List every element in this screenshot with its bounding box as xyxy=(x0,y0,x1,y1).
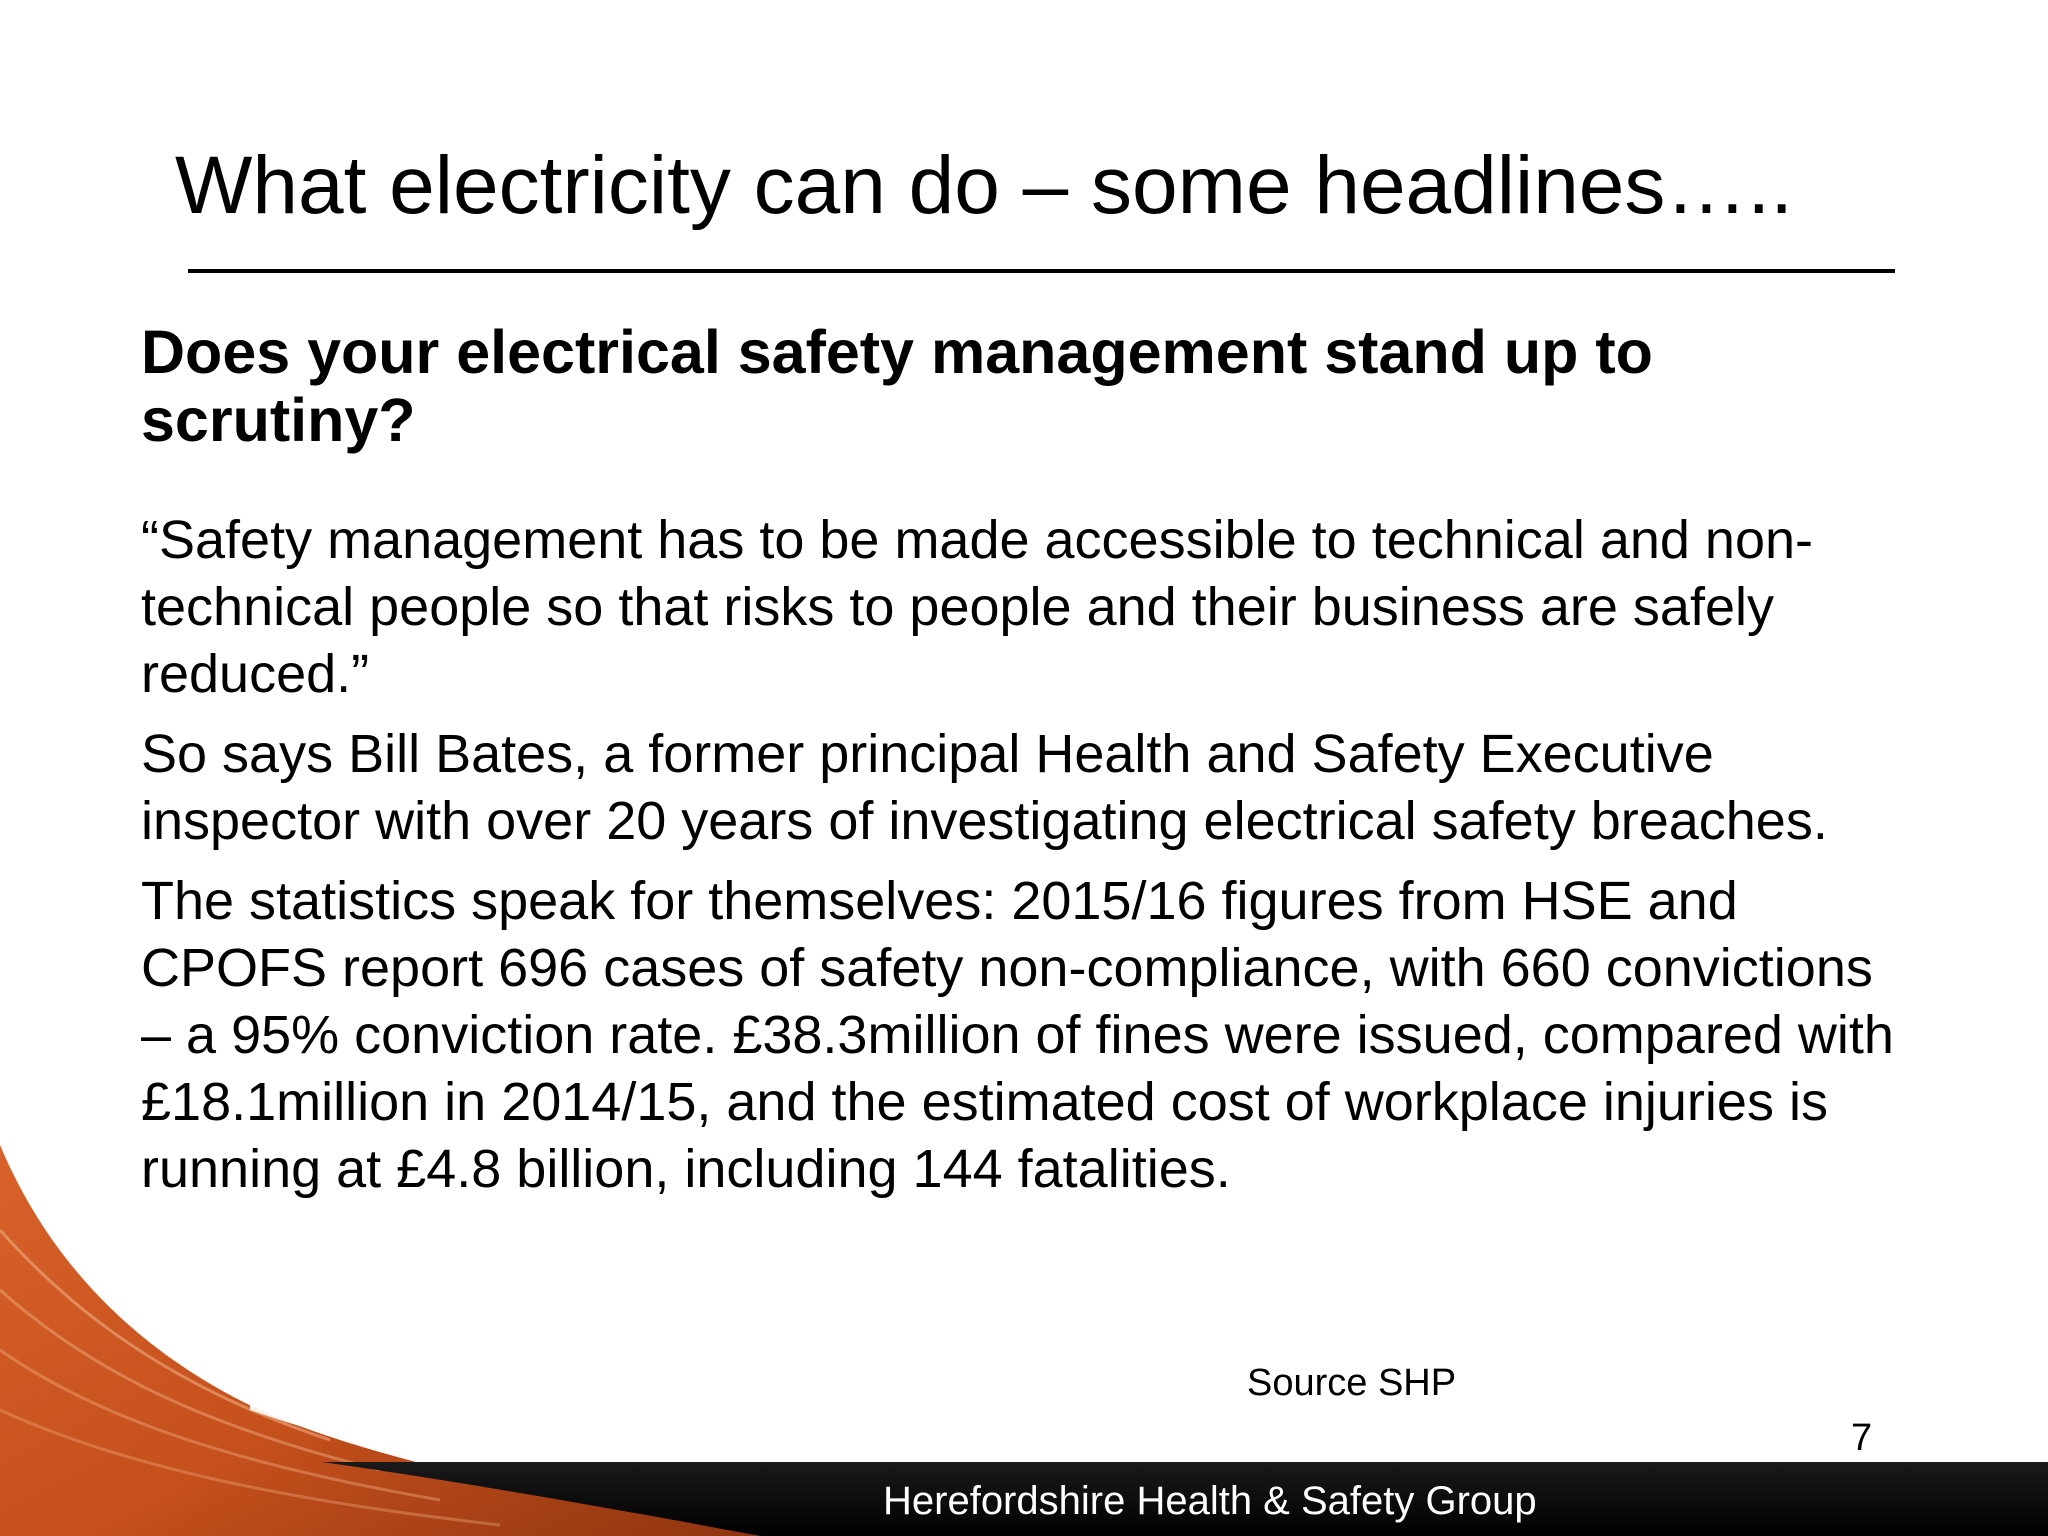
attribution-paragraph: So says Bill Bates, a former principal Health and Safety Executive inspector with over 20 years of investigating electrical safety breaches. xyxy=(141,724,1828,851)
page-number: 7 xyxy=(1851,1417,1873,1459)
body-text xyxy=(141,507,1901,1216)
statistics-paragraph: The statistics speak for themselves: 2015/16 figures from HSE and CPOFS report 696 cases of safety non-compliance, with 660 convictions – a 95% conviction rate. £38.3million of fines were issued, compared with £18.1million in 2014/15, and the estimated cost of workplace injuries is running at £4.8 billion, including 144 fatalities. xyxy=(141,871,1894,1199)
quote-paragraph: “Safety management has to be made accessible to technical and non-technical people so that risks to people and their business are safely reduced.” xyxy=(141,510,1813,704)
slide-title: What electricity can do – some headlines….. xyxy=(175,140,1793,231)
footer-organisation: Herefordshire Health & Safety Group xyxy=(883,1479,1537,1523)
title-divider xyxy=(188,269,1895,273)
slide-subtitle: Does your electrical safety management stand up to scrutiny? xyxy=(141,318,1653,454)
source-note: Source SHP xyxy=(1247,1362,1457,1404)
